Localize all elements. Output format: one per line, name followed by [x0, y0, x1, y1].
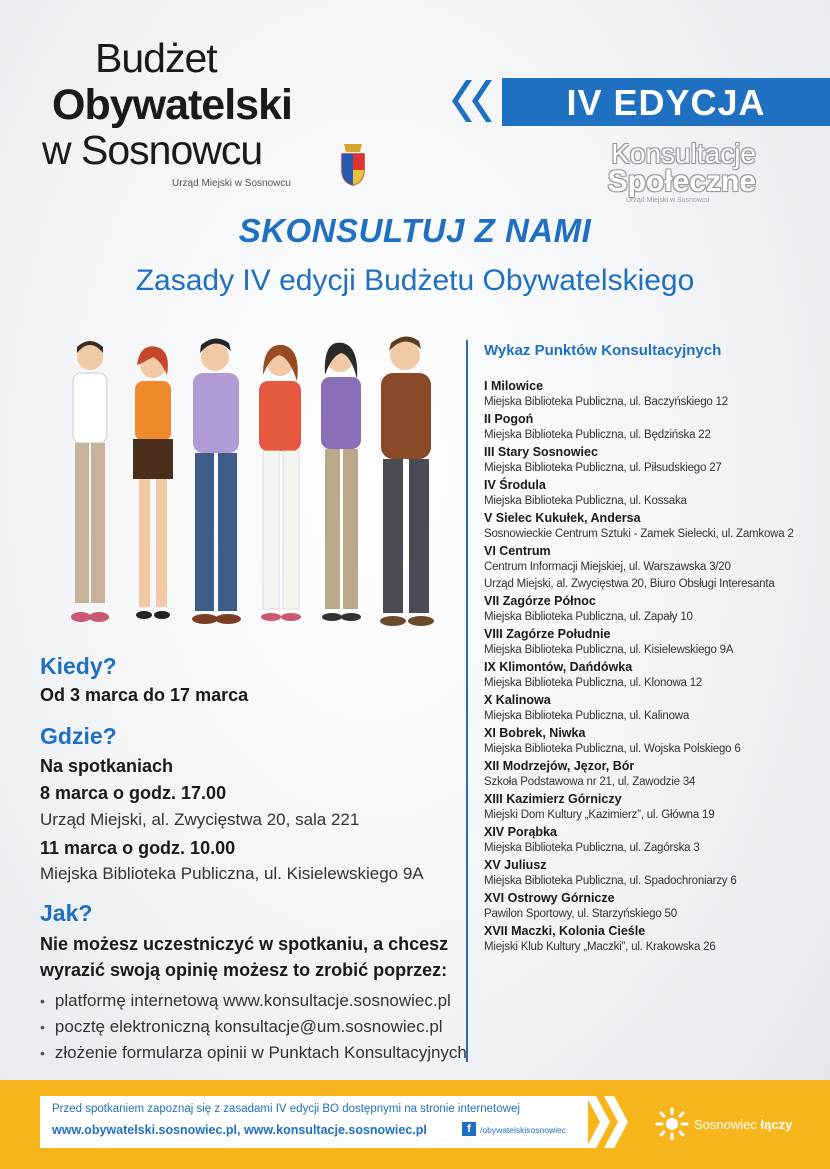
point-address: Miejska Biblioteka Publiczna, ul. Będzińska 22	[484, 429, 711, 441]
point-name: XVII Maczki, Kolonia Cieśle	[484, 924, 646, 938]
bullet-form: • złożenie formularza opinii w Punktach Konsultacyjnych	[40, 1040, 467, 1066]
point-address: Miejska Biblioteka Publiczna, ul. Baczyńskiego 12	[484, 396, 728, 408]
people-illustration	[45, 335, 455, 635]
meeting1-place: Urząd Miejski, al. Zwycięstwa 20, sala 221	[40, 810, 360, 829]
how-line1: Nie możesz uczestniczyć w spotkaniu, a chcesz	[40, 934, 449, 954]
konsultacje-line1: Konsultacje	[611, 138, 756, 169]
person-figure	[133, 346, 173, 619]
logo-line3: w Sosnowcu	[42, 127, 263, 173]
person-figure	[259, 345, 301, 621]
konsultacje-line2: Społeczne	[607, 165, 756, 198]
logo-line2: Obywatelski	[52, 81, 292, 129]
point-address: Szkoła Podstawowa nr 21, ul. Zawodzie 34	[484, 776, 696, 788]
point-item	[484, 725, 814, 758]
point-name: X Kalinowa	[484, 693, 551, 707]
point-name: VII Zagórze Północ	[484, 594, 596, 608]
where-title: Gdzie?	[40, 723, 117, 749]
konsultacje-sub: Urząd Miejski w Sosnowcu	[626, 197, 710, 204]
point-name: I Milowice	[484, 379, 544, 393]
bullet-email: • pocztę elektroniczną konsultacje@um.sosnowiec.pl	[40, 1014, 467, 1040]
point-item	[484, 626, 814, 659]
point-address: Urząd Miejski, al. Zwycięstwa 20, Biuro Obsługi Interesanta	[484, 578, 775, 590]
point-item	[484, 923, 814, 956]
point-address: Miejska Biblioteka Publiczna, ul. Wojska Polskiego 6	[484, 743, 741, 755]
point-address: Miejski Klub Kultury „Maczki”, ul. Krakowska 26	[484, 941, 716, 953]
points-list	[484, 378, 814, 956]
city-name: Sosnowiec	[694, 1117, 757, 1132]
point-name: III Stary Sosnowiec	[484, 445, 598, 459]
person-figure	[321, 343, 361, 621]
point-address: Miejska Biblioteka Publiczna, ul. Zagórska 3	[484, 842, 700, 854]
point-address: Miejska Biblioteka Publiczna, ul. Spadochroniarzy 6	[484, 875, 737, 887]
point-item	[484, 791, 814, 824]
point-item	[484, 758, 814, 791]
chevron-icon	[472, 80, 492, 122]
point-item	[484, 543, 814, 593]
headline: SKONSULTUJ Z NAMI	[238, 212, 592, 249]
person-figure	[71, 341, 109, 622]
point-name: V Sielec Kukułek, Andersa	[484, 511, 641, 525]
point-address: Sosnowieckie Centrum Sztuki - Zamek Sielecki, ul. Zamkowa 2	[484, 528, 794, 540]
point-name: VIII Zagórze Południe	[484, 627, 611, 641]
point-item	[484, 593, 814, 626]
footer-links[interactable]: www.obywatelski.sosnowiec.pl, www.konsultacje.sosnowiec.pl	[52, 1123, 427, 1137]
point-item	[484, 857, 814, 890]
edition-banner: IV EDYCJA	[502, 78, 830, 126]
person-figure	[192, 338, 241, 624]
point-item	[484, 692, 814, 725]
point-name: II Pogoń	[484, 412, 534, 426]
meeting2-date: 11 marca o godz. 10.00	[40, 838, 236, 858]
points-list-title: Wykaz Punktów Konsultacyjnych	[484, 342, 722, 359]
logo-line1: Budżet	[95, 35, 217, 81]
point-item	[484, 890, 814, 923]
arrow-right-icon	[586, 1096, 634, 1148]
point-address: Miejski Dom Kultury „Kazimierz”, ul. Główna 19	[484, 809, 715, 821]
point-address: Miejska Biblioteka Publiczna, ul. Kalinowa	[484, 710, 690, 722]
city-slogan-bold: łączy	[760, 1117, 793, 1132]
city-crest-icon	[338, 140, 368, 186]
when-text: Od 3 marca do 17 marca	[40, 685, 249, 705]
point-name: XIV Porąbka	[484, 825, 557, 839]
konsultacje-logo	[566, 140, 756, 196]
point-address: Miejska Biblioteka Publiczna, ul. Klonowa 12	[484, 677, 703, 689]
meeting2-place: Miejska Biblioteka Publiczna, ul. Kisielewskiego 9A	[40, 864, 424, 883]
point-item	[484, 659, 814, 692]
sun-logo-icon	[655, 1107, 689, 1141]
chevron-icon	[452, 80, 472, 122]
point-address: Miejska Biblioteka Publiczna, ul. Piłsudskiego 27	[484, 462, 722, 474]
meeting1-date: 8 marca o godz. 17.00	[40, 783, 227, 803]
footer-info-text: Przed spotkaniem zapoznaj się z zasadami IV edycji BO dostępnymi na stronie internetowej	[52, 1103, 520, 1115]
bullet-platform: • platformę internetową www.konsultacje.sosnowiec.pl	[40, 988, 467, 1014]
point-address: Miejska Biblioteka Publiczna, ul. Kisielewskiego 9A	[484, 644, 734, 656]
point-name: XVI Ostrowy Górnicze	[484, 891, 615, 905]
point-name: XI Bobrek, Niwka	[484, 726, 586, 740]
point-address: Centrum Informacji Miejskiej, ul. Warszawska 3/20	[484, 561, 731, 573]
facebook-icon[interactable]: f	[462, 1122, 476, 1136]
column-divider	[466, 340, 468, 1062]
how-line2: wyrazić swoją opinię możesz to zrobić poprzez:	[40, 960, 448, 980]
point-name: XIII Kazimierz Górniczy	[484, 792, 622, 806]
point-item	[484, 824, 814, 857]
point-item	[484, 477, 814, 510]
point-name: VI Centrum	[484, 544, 551, 558]
facebook-handle[interactable]: /obywatelskisosnowiec	[480, 1125, 566, 1135]
point-address: Miejska Biblioteka Publiczna, ul. Zapały 10	[484, 611, 693, 623]
point-item	[484, 444, 814, 477]
subheadline: Zasady IV edycji Budżetu Obywatelskiego	[135, 264, 695, 297]
point-address: Pawilon Sportowy, ul. Starzyńskiego 50	[484, 908, 677, 920]
where-intro: Na spotkaniach	[40, 756, 174, 776]
point-name: XII Modrzejów, Jęzor, Bór	[484, 759, 635, 773]
point-name: XV Juliusz	[484, 858, 547, 872]
point-name: IV Środula	[484, 478, 546, 492]
when-title: Kiedy?	[40, 653, 117, 679]
point-name: IX Klimontów, Dańdówka	[484, 660, 633, 674]
city-slogan	[694, 1117, 792, 1132]
person-figure	[380, 336, 434, 626]
point-item	[484, 378, 814, 411]
how-title: Jak?	[40, 900, 93, 926]
point-item	[484, 510, 814, 543]
point-address: Miejska Biblioteka Publiczna, ul. Kossaka	[484, 495, 687, 507]
logo-subtitle: Urząd Miejski w Sosnowcu	[172, 178, 291, 189]
how-bullets	[40, 988, 467, 1066]
point-item	[484, 411, 814, 444]
